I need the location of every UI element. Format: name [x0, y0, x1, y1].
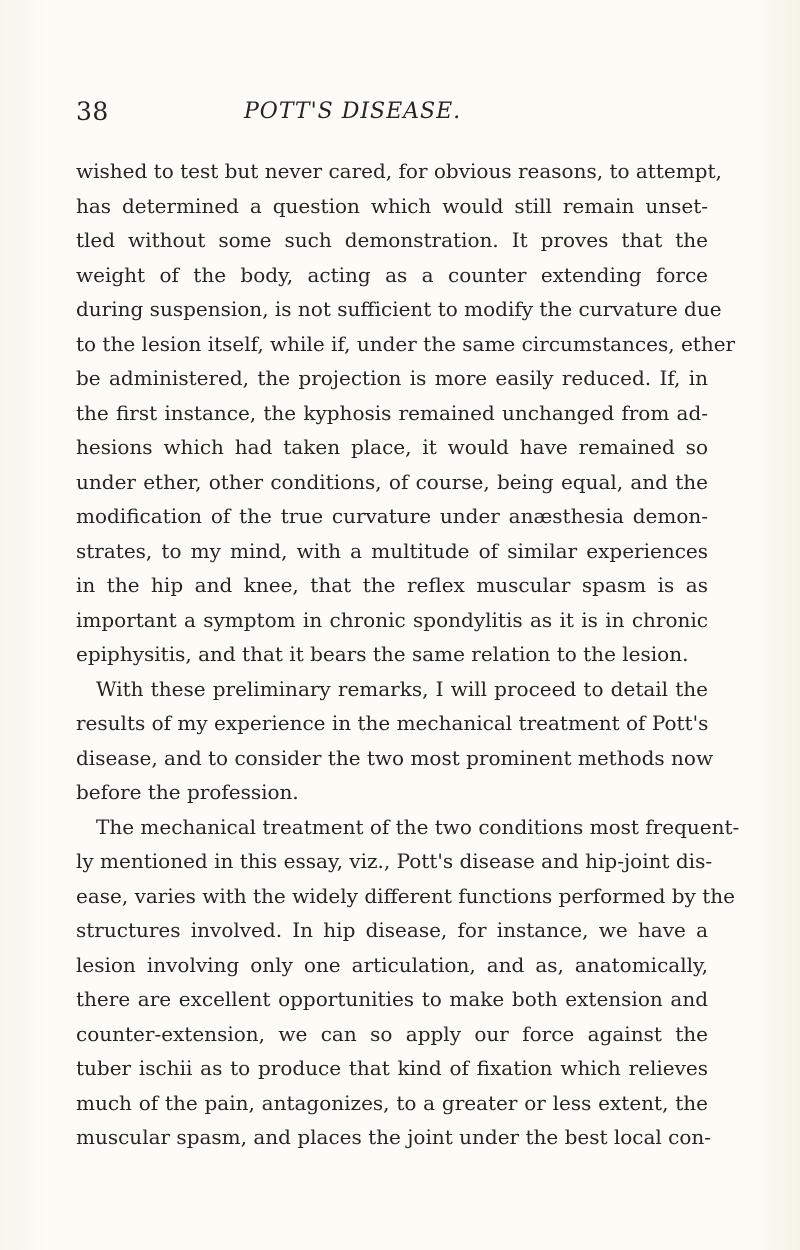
page-number: 38 — [76, 97, 109, 126]
text-line: wished to test but never cared, for obvious reasons, to attempt, — [76, 159, 722, 183]
text-line: ease, varies with the widely different functions performed by the — [76, 883, 735, 908]
running-title: POTT'S DISEASE. — [244, 99, 462, 124]
text-line: results of my experience in the mechanical treatment of Pott's — [76, 711, 709, 735]
text-line: structures involved. In hip disease, for instance, we have a — [76, 918, 708, 942]
text-line: muscular spasm, and places the joint under the best local con- — [76, 1125, 712, 1149]
text-line: much of the pain, antagonizes, to a greater or less extent, the — [76, 1090, 708, 1115]
text-line: before the profession. — [76, 780, 299, 804]
text-line: counter-extension, we can so apply our force against the — [76, 1021, 708, 1046]
text-line: disease, and to consider the two most prominent methods now — [76, 745, 714, 770]
text-line: tled without some such demonstration. It proves that the — [76, 228, 708, 252]
text-line: epiphysitis, and that it bears the same relation to the lesion. — [76, 642, 689, 666]
text-line: during suspension, is not sufficient to modify the curvature due — [76, 297, 722, 321]
text-line: With these preliminary remarks, I will proceed to detail the — [96, 676, 708, 701]
text-line: tuber ischii as to produce that kind of fixation which relieves — [76, 1056, 708, 1080]
text-line: in the hip and knee, that the reflex muscular spasm is as — [76, 573, 708, 597]
text-line: the first instance, the kyphosis remained unchanged from ad- — [76, 400, 708, 425]
text-line: lesion involving only one articulation, and as, anatomically, — [76, 952, 708, 977]
text-line: under ether, other conditions, of course, being equal, and the — [76, 469, 708, 494]
text-line: weight of the body, acting as a counter extending force — [76, 262, 708, 287]
page-header — [76, 92, 726, 132]
text-line: The mechanical treatment of the two conditions most frequent- — [96, 814, 740, 839]
text-line: be administered, the projection is more easily reduced. If, in — [76, 366, 708, 390]
text-line: important a symptom in chronic spondylitis as it is in chronic — [76, 607, 708, 632]
text-line: hesions which had taken place, it would have remained so — [76, 435, 708, 459]
text-line: modification of the true curvature under anæsthesia demon- — [76, 504, 708, 528]
text-line: to the lesion itself, while if, under the same circumstances, ether — [76, 331, 736, 356]
text-line: strates, to my mind, with a multitude of similar experiences — [76, 538, 708, 563]
text-line: has determined a question which would still remain unset- — [76, 193, 708, 218]
text-line: ly mentioned in this essay, viz., Pott's disease and hip-joint dis- — [76, 849, 713, 873]
text-line: there are excellent opportunities to make both extension and — [76, 987, 708, 1011]
body-text — [76, 154, 740, 1155]
